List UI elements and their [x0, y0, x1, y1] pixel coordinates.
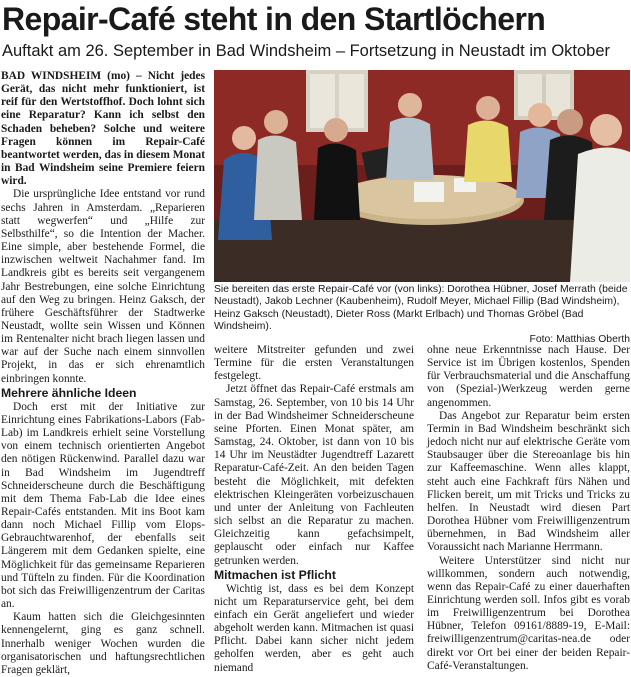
body-paragraph: Jetzt öffnet das Repair-Café erstmals am Samstag, 26. September, von 10 bis 14 Uhr in der Bad Windsheimer Schneiderscheune seine Pforten. Einen Monat später, am Samstag, 24. Oktober, ist dann von 10 bis 14 Uhr im Neustädter Jugendtreff Lazarett Reparatur-Café-Zeit. An den beiden Tagen besteht die Möglichkeit, mit defekten elektrischen Kleingeräten vorbeizuschauen und unter der Anleitung von Fachleuten sich selbst an die Reparatur zu machen. Gleichzeitig kann gefachsimpelt, geplauscht oder einfach nur Kaffee getrunken werden.	[214, 383, 414, 567]
article-column-3	[427, 344, 630, 672]
body-paragraph: weitere Mitstreiter gefunden und zwei Termine für die ersten Veranstaltungen festgelegt.	[214, 344, 414, 383]
body-paragraph: Die ursprüngliche Idee entstand vor rund sechs Jahren in Amsterdam. „Reparieren statt wegwerfen“ und „Hilfe zur Selbsthilfe“, so die Intention der Macher. Eine simple, aber bestehende Formel, die inzwischen weltweit Nachahmer fand. Im Landkreis gibt es bereits seit vergangenem Jahr Bestrebungen, eine solche Einrichtung auf den Weg zu bringen. Heinz Gaksch, der frühere Geschäftsführer der Stadtwerke Neustadt, wollte sein Wissen und Können im Rentenalter nicht brach liegen lassen und war auf der Suche nach einem sinnvollen Projekt, in das er sich ehrenamtlich einbringen konnte.	[1, 188, 205, 385]
subheadline: Auftakt am 26. September in Bad Windsheim – Fortsetzung in Neustadt im Oktober	[2, 42, 611, 60]
body-paragraph: Kaum hatten sich die Gleichgesinnten kennengelernt, ging es ganz schnell. Innerhalb weniger Wochen wurden die organisatorischen und haftungsrechtlichen Fragen geklärt,	[1, 611, 205, 676]
article-column-2	[214, 344, 414, 674]
group-photo-image	[214, 70, 630, 282]
body-paragraph: Wichtig ist, dass es bei dem Konzept nicht um Reparaturservice geht, bei dem einfach ein Gerät angeliefert und wieder abgeholt werden kann. Mitmachen ist quasi Pflicht. Dabei kann sicher nicht jedem geholfen werden, aber es geht auch niemand	[214, 582, 414, 674]
body-paragraph: Weitere Unterstützer sind nicht nur willkommen, sondern auch notwendig, wenn das Repair-Café zu einer dauerhaften Einrichtung werden soll. Infos gibt es vorab im Freiwilligenzentrum bei Dorothea Hübner, Telefon 09161/8889-19, E-Mail: freiwilligenzentrum@caritas-nea.de oder direkt vor Ort bei einer der beiden Repair-Café-Veranstaltungen.	[427, 554, 630, 672]
lead-paragraph: BAD WINDSHEIM (mo) – Nicht jedes Gerät, das nicht mehr funktioniert, ist reif für den Wertstoffhof. Doch lohnt sich eine Reparatur? Kann ich selbst den Schaden beheben? Solche und weitere Fragen können im Repair-Café beantwortet werden, das in diesem Monat in Bad Windsheim seine Premiere feiern wird.	[1, 70, 205, 188]
body-paragraph: Doch erst mit der Initiative zur Einrichtung eines Fabrikations-Labors (Fab-Lab) im Landkreis erhielt seine Vorstellung von einem technisch orientierten Angebot den nötigen Rückenwind. Parallel dazu war in Bad Windsheim im Jugendtreff Schneiderscheune durch die Beschäftigung mit dem Thema Fab-Lab die Idee eines Repair-Cafés entstanden. Mit ins Boot kam dann noch Michael Fillip vom Elops-Gebrauchtwarenhof, der ebenfalls seit Längerem mit dem Gedanken spielte, eine Möglichkeit für das gemeinsame Reparieren und Tüfteln zu finden. Für die Koordination bot sich das Freiwilligenzentrum der Caritas an.	[1, 400, 205, 611]
photo-caption	[214, 284, 630, 346]
body-paragraph: ohne neue Erkenntnisse nach Hause. Der Service ist im Übrigen kostenlos, Spenden für Verbrauchsmaterial und die Anschaffung von (Spezial-)Werkzeug werden gerne angenommen.	[427, 344, 630, 409]
headline: Repair-Café steht in den Startlöchern	[2, 1, 546, 37]
section-heading: Mitmachen ist Pflicht	[214, 567, 336, 582]
body-paragraph: Das Angebot zur Reparatur beim ersten Termin in Bad Windsheim beschränkt sich jedoch nicht nur auf elektrische Geräte vom Staubsauger über die Stereoanlage bis hin zur Kaffeemaschine. Wenn alles klappt, steht auch eine Fachkraft fürs Nähen und Flicken bereit, um mit Tricks und Tricks zu helfen. In Neustadt wird diesen Part Dorothea Hübner vom Freiwilligenzentrum übernehmen, in Bad Windsheim aller Voraussicht nach Marianne Herrmann.	[427, 409, 630, 554]
caption-text: Sie bereiten das erste Repair-Café vor (von links): Dorothea Hübner, Josef Merrath (beide Neustadt), Jakob Lechner (Kaubenheim), Rudolf Meyer, Michael Fillip (Bad Windsheim), Heinz Gaksch (Neustadt), Dieter Ross (Markt Erlbach) und Thomas Gröbel (Bad Windsheim).	[214, 284, 628, 333]
photo-credit: Foto: Matthias Oberth	[529, 333, 630, 345]
section-heading: Mehrere ähnliche Ideen	[1, 385, 137, 400]
group-photo	[214, 70, 630, 282]
article-column-1	[1, 70, 205, 676]
